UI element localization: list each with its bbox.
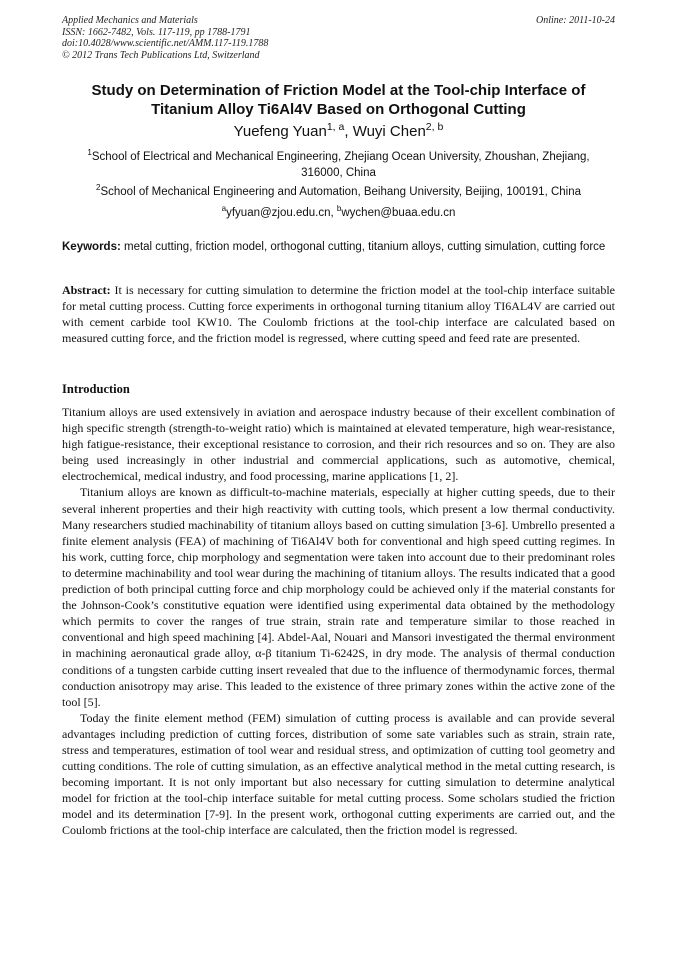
journal-issn: ISSN: 1662-7482, Vols. 117-119, pp 1788-1791 (62, 26, 251, 38)
journal-header (62, 15, 615, 61)
affiliation-text: 316000, China (301, 167, 376, 179)
author-list (62, 123, 615, 141)
keywords-label: Keywords: (62, 241, 121, 253)
abstract-text: It is necessary for cutting simulation to determine the friction model at the tool-chip interface suitable for metal cutting process. Cutting force experiments in orthogonal turning titanium alloy TI6AL4V are carried out with cement carbide tool KW10. The Coulomb frictions at the tool-chip interface are calculated based on measured cutting force, and the friction model is regressed, where cutting speed and feed rate are presented. (62, 283, 615, 345)
affiliation-mark: 2 (95, 183, 101, 193)
section-heading: Introduction (62, 382, 130, 396)
title-line-1: Study on Determination of Friction Model at the Tool-chip Interface of (91, 82, 586, 99)
paragraph: Titanium alloys are used extensively in aviation and aerospace industry because of their excellent combination of high specific strength (strength-to-weight ratio) which is maintained at elevated temperature, high wear-resistance, high fatigue-resistance, their exceptional resistance to corrosion, and their rich resources and so on. They are also being used increasingly in other industrial and commercial applications, such as automotive, chemical, electrochemical, medical industry, and food processing, marine applications [1, 2]. (62, 405, 615, 484)
email-mark: b (336, 204, 342, 214)
author-separator: , (344, 123, 353, 140)
abstract (62, 282, 615, 346)
journal-doi: doi:10.4028/www.scientific.net/AMM.117-119.1788 (62, 38, 269, 49)
author-affiliation-mark: 2, b (425, 121, 444, 133)
author-affiliation-mark: 1, a (326, 121, 345, 133)
affiliation-mark: 1 (87, 148, 92, 158)
abstract-label: Abstract: (62, 283, 111, 297)
email-mark: a (221, 204, 227, 214)
paper-title (62, 81, 615, 119)
affiliation-2 (62, 184, 615, 200)
keywords-text: metal cutting, friction model, orthogonal cutting, titanium alloys, cutting simulation, cutting force (120, 241, 606, 253)
title-line-2: Titanium Alloy Ti6Al4V Based on Orthogonal Cutting (151, 101, 526, 118)
author-name: Yuefeng Yuan (233, 123, 327, 140)
paragraph: Titanium alloys are known as difficult-to-machine materials, especially at higher cutting speeds, due to their several inherent properties and their high reactivity with cutting tools, which present a low thermal conductivity. Many researchers studied machinability of titanium alloys based on cutting simulation [3-6]. Umbrello presented a finite element analysis (FEA) of machining of Ti6Al4V both for conventional and high speed cutting regimes. In his work, cutting force, chip morphology and segmentation were taken into account due to their predominant roles to determine machinability and tool wear during the machining of titanium alloys. The results indicated that a good prediction of both principal cutting force and chip morphology could be achieved only if the material constants for the Johnson-Cook’s constitutive equation were identified using experimental data obtained by the methodology which permits to cover the ranges of true strain, strain rate and temperature similar to those reached in conventional and high speed machining [4]. Abdel-Aal, Nouari and Mansori investigated the thermal environment in machining aeronautical grade alloy, α-β titanium Ti-6242S, in dry mode. The analysis of thermal conduction conditions of a tungsten carbide cutting insert revealed that due to the influence of thermodynamic forces, thermal conduction anisotropy may arise. This leaded to the existence of three primary zones within the active zone of the tool [5]. (62, 485, 615, 709)
email-link[interactable]: yfyuan@zjou.edu.cn, (226, 207, 337, 219)
keywords (62, 240, 615, 255)
affiliation-text: School of Electrical and Mechanical Engineering, Zhejiang Ocean University, Zhoushan, Zhejiang, (91, 151, 590, 163)
author-name: Wuyi Chen (352, 123, 426, 140)
affiliation-1 (62, 149, 615, 181)
introduction-body (62, 404, 615, 839)
online-date: Online: 2011-10-24 (536, 15, 615, 26)
author-emails (62, 205, 615, 221)
journal-name: Applied Mechanics and Materials (62, 15, 198, 26)
email-link[interactable]: wychen@buaa.edu.cn (341, 207, 456, 219)
paragraph: Today the finite element method (FEM) simulation of cutting process is available and can provide several advantages including prediction of cutting forces, distribution of some sate variables such as strain, strain rate, stress and temperatures, estimation of tool wear and residual stress, and optimization of cutting tool geometry and cutting conditions. The role of cutting simulation, as an effective analytical method in the metal cutting research, is becoming important. It is not only important but also necessary for cutting simulation to determine analytical model for friction at the tool-chip interface suitable for metal cutting process. Some scholars studied the friction model and its determination [7-9]. In the present work, orthogonal cutting experiments are carried out, and the Coulomb frictions at the tool-chip interface are calculated, then the friction model is regressed. (62, 710, 615, 838)
affiliation-text: School of Mechanical Engineering and Automation, Beihang University, Beijing, 100191, China (100, 186, 582, 198)
journal-copyright: © 2012 Trans Tech Publications Ltd, Switzerland (62, 49, 260, 61)
